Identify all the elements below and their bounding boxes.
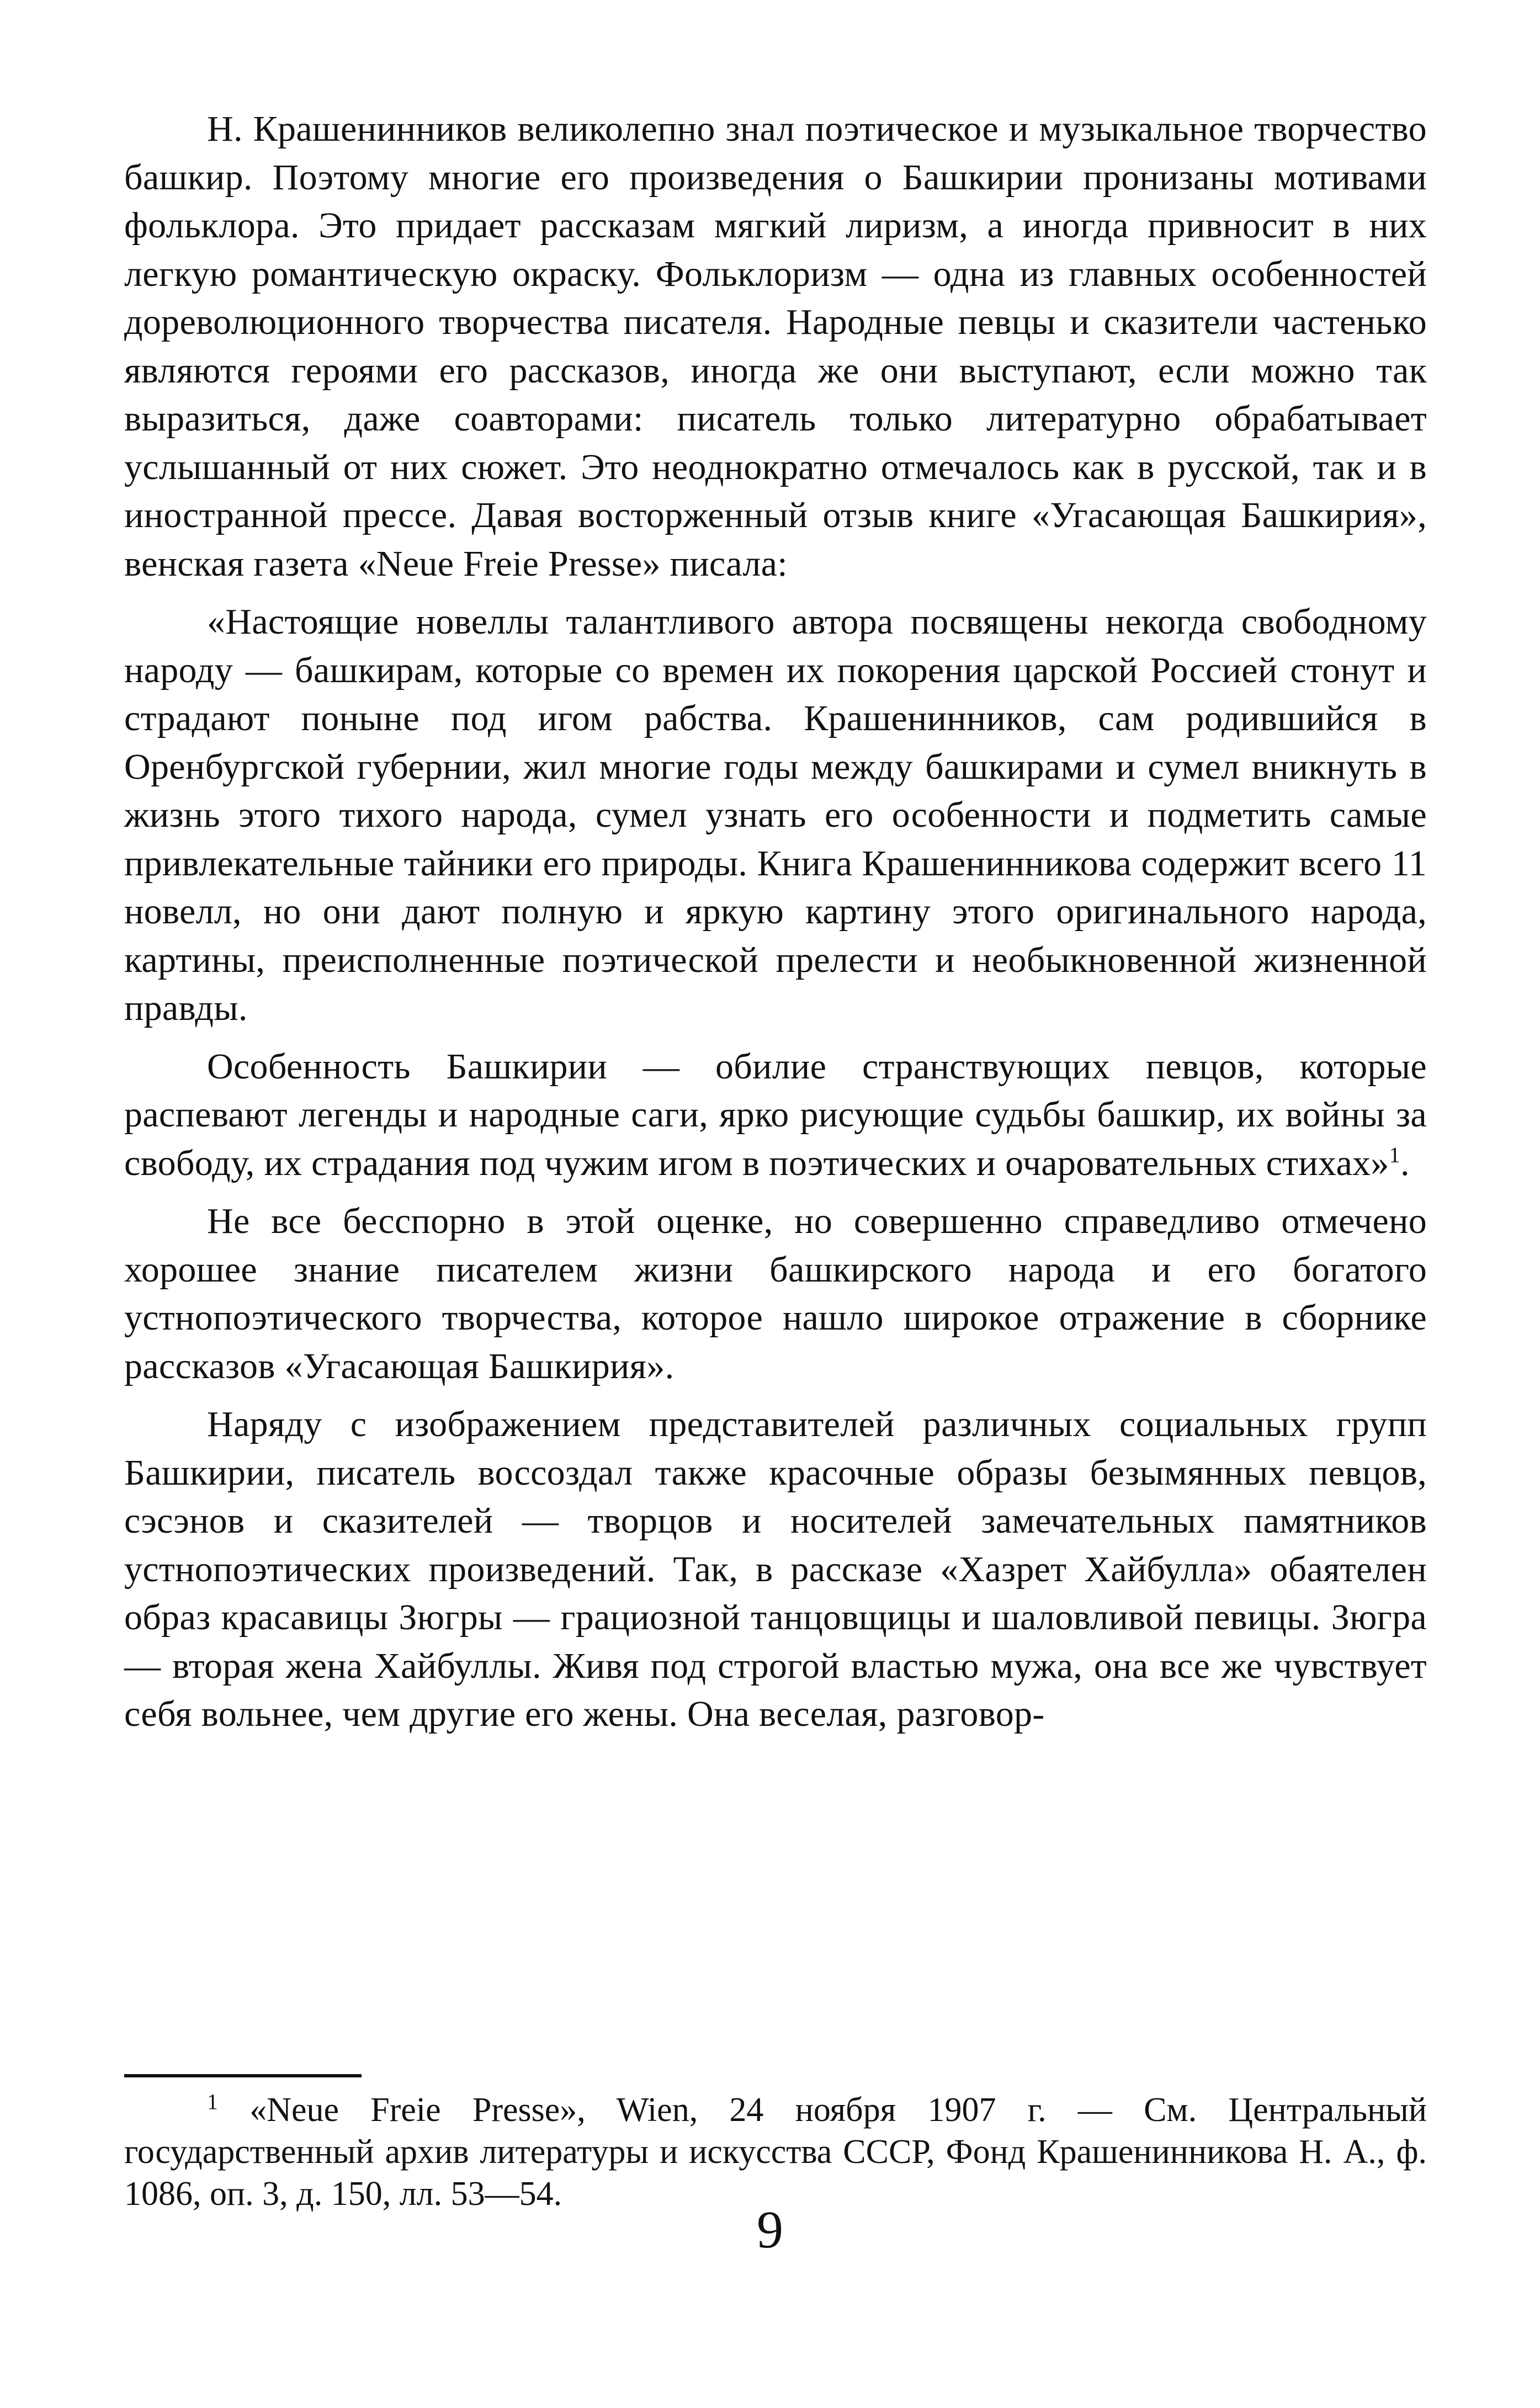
footnote-reference: 1 bbox=[1389, 1142, 1400, 1167]
paragraph-quote-end: Особенность Башкирии — обилие странствующих певцов, которые распевают легенды и народные саги, ярко рисующие судьбы башкир, их войны за свободу, их страдания под чужим игом в поэтических и очаровательных стихах»$^1$. bbox=[124, 1046, 1427, 1183]
paragraph: Не все бесспорно в этой оценке, но совершенно справедливо отмечено хорошее знание писателем жизни башкирского народа и его богатого устнопоэтического творчества, которое нашло широкое отражение в сборнике рассказов «Угасающая Башкирия». bbox=[124, 1201, 1427, 1386]
paragraph-quote-end-text: Особенность Башкирии — обилие странствующих певцов, которые распевают легенды и народные саги, ярко рисующие судьбы башкир, их войны за свободу, их страдания под чужим игом в поэтических и очаровательных стихах» bbox=[124, 1046, 1427, 1183]
footnote bbox=[124, 2089, 1427, 2215]
paragraph-quote: «Настоящие новеллы талантливого автора посвящены некогда свободному народу — башкирам, которые со времен их покорения царской Россией стонут и страдают поныне под игом рабства. Крашенинников, сам родившийся в Оренбургской губернии, жил многие годы между башкирами и сумел вникнуть в жизнь этого тихого народа, сумел узнать его особенности и подметить самые привлекательные тайники его природы. Книга Крашенинникова содержит всего 11 новелл, но они дают полную и яркую картину этого оригинального народа, картины, преисполненные поэтической прелести и необыкновенной жизненной правды. bbox=[124, 602, 1427, 1028]
footnote-text: «Neue Freie Presse», Wien, 24 ноября 1907 г. — См. Центральный государственный архив литературы и искусства СССР, Фонд Крашенинникова Н. А., ф. 1086, оп. 3, д. 150, лл. 53—54. bbox=[124, 2091, 1427, 2213]
page-body bbox=[124, 105, 1427, 1739]
paragraph: Н. Крашенинников великолепно знал поэтическое и музыкальное творчество башкир. Поэтому многие его произведения о Башкирии пронизаны мотивами фольклора. Это придает рассказам мягкий лиризм, а иногда привносит в них легкую романтическую окраску. Фольклоризм — одна из главных особенностей дореволюционного творчества писателя. Народные певцы и сказители частенько являются героями его рассказов, иногда же они выступают, если можно так выразиться, даже соавторами: писатель только литературно обрабатывает услышанный от них сюжет. Это неоднократно отмечалось как в русской, так и в иностранной прессе. Давая восторженный отзыв книге «Угасающая Башкирия», венская газета «Neue Freie Presse» писала: bbox=[124, 109, 1427, 584]
footnote-marker: 1 bbox=[207, 2089, 218, 2114]
paragraph: Наряду с изображением представителей различных социальных групп Башкирии, писатель воссоздал также красочные образы безымянных певцов, сэсэнов и сказителей — творцов и носителей замечательных памятников устнопоэтических произведений. Так, в рассказе «Хазрет Хайбулла» обаятелен образ красавицы Зюгры — грациозной танцовщицы и шаловливой певицы. Зюгра — вторая жена Хайбуллы. Живя под строгой властью мужа, она все же чувствует себя вольнее, чем другие его жены. Она веселая, разговор- bbox=[124, 1404, 1427, 1734]
page-number: 9 bbox=[757, 2200, 783, 2259]
footnote-divider bbox=[124, 2074, 362, 2077]
